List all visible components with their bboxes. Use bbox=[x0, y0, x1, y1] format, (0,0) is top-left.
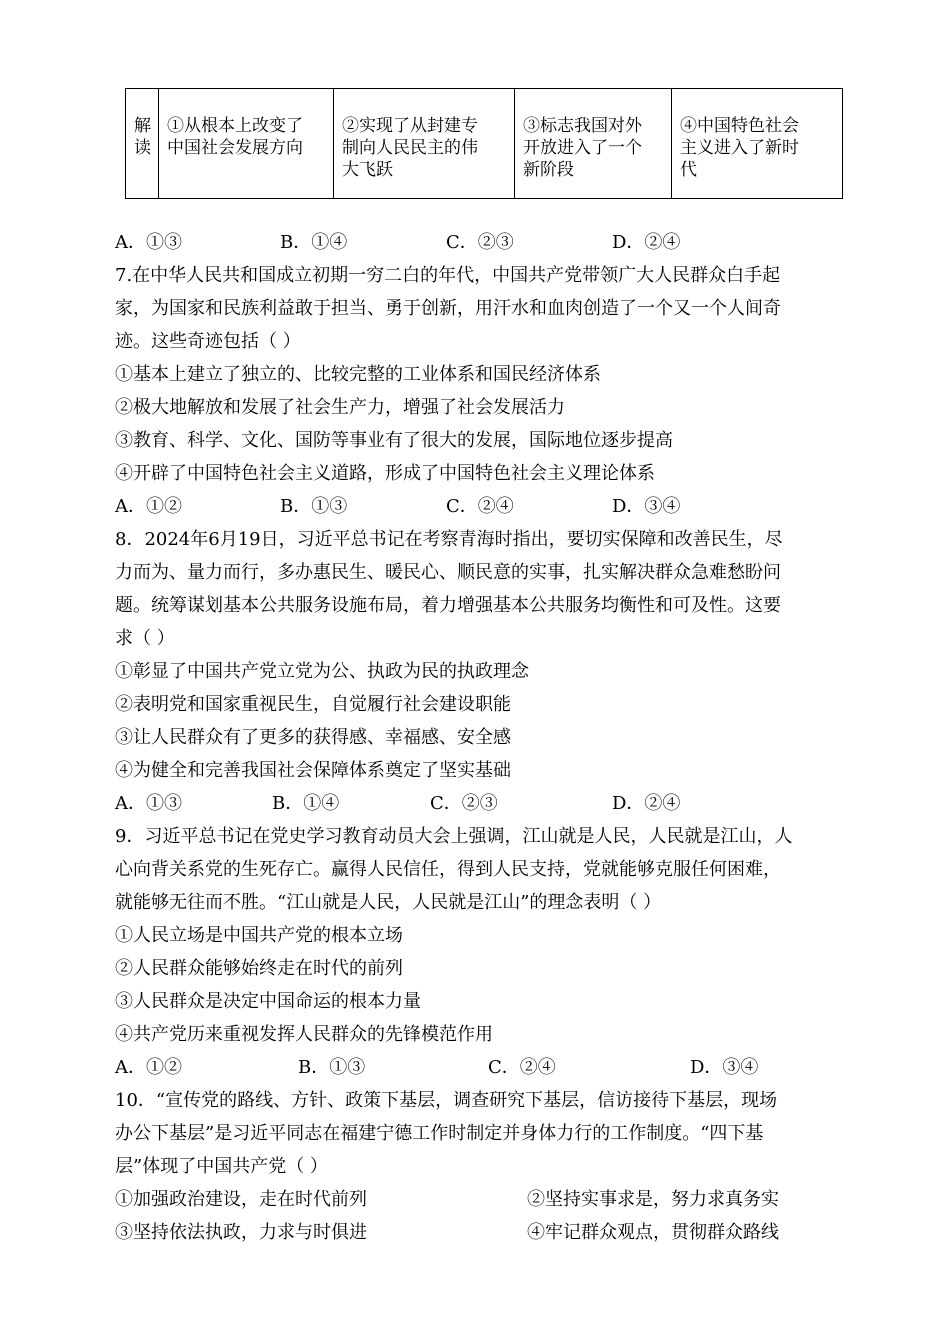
q9-option-c[interactable]: C．②④ bbox=[488, 1057, 556, 1078]
q7-option-d[interactable]: D．③④ bbox=[612, 496, 681, 517]
cell-text: 制向人民民主的伟 bbox=[342, 138, 478, 158]
q9-option-d[interactable]: D．③④ bbox=[690, 1057, 759, 1078]
q8-stem-line: 8．2024年6月19日，习近平总书记在考察青海时指出，要切实保障和改善民生，尽 bbox=[115, 529, 783, 550]
q10-statement: ④牢记群众观点，贯彻群众路线 bbox=[527, 1222, 779, 1243]
q9-stem-line: 心向背关系党的生死存亡。赢得人民信任，得到人民支持，党就能够克服任何困难， bbox=[115, 859, 781, 880]
q9-statement: ①人民立场是中国共产党的根本立场 bbox=[115, 925, 403, 946]
q6-option-a[interactable]: A．①③ bbox=[115, 232, 182, 253]
q10-statement: ③坚持依法执政，力求与时俱进 bbox=[115, 1222, 367, 1243]
table-label-cell bbox=[126, 89, 159, 199]
cell-text: 新阶段 bbox=[523, 160, 574, 180]
q7-statement: ③教育、科学、文化、国防等事业有了很大的发展，国际地位逐步提高 bbox=[115, 430, 673, 451]
q9-option-b[interactable]: B．①③ bbox=[298, 1057, 366, 1078]
q7-option-c[interactable]: C．②④ bbox=[446, 496, 514, 517]
cell-text: 代 bbox=[680, 160, 697, 180]
q10-statement: ②坚持实事求是，努力求真务实 bbox=[527, 1189, 779, 1210]
q8-option-a[interactable]: A．①③ bbox=[115, 793, 182, 814]
q6-option-d[interactable]: D．②④ bbox=[612, 232, 681, 253]
interpretation-table bbox=[125, 88, 843, 199]
q10-statement: ①加强政治建设，走在时代前列 bbox=[115, 1189, 367, 1210]
q8-statement: ③让人民群众有了更多的获得感、幸福感、安全感 bbox=[115, 727, 511, 748]
cell-text: 大飞跃 bbox=[342, 160, 393, 180]
table-cell-2 bbox=[334, 89, 515, 199]
q8-option-d[interactable]: D．②④ bbox=[612, 793, 681, 814]
q7-stem-line: 家，为国家和民族利益敢于担当、勇于创新，用汗水和血肉创造了一个又一个人间奇 bbox=[115, 298, 781, 319]
cell-text: ①从根本上改变了 bbox=[167, 116, 303, 136]
cell-text: 中国社会发展方向 bbox=[167, 138, 303, 158]
q8-statement: ②表明党和国家重视民生，自觉履行社会建设职能 bbox=[115, 694, 511, 715]
table-row bbox=[126, 89, 843, 199]
q9-stem-line: 9．习近平总书记在党史学习教育动员大会上强调，江山就是人民，人民就是江山，人 bbox=[115, 826, 793, 847]
q7-option-a[interactable]: A．①② bbox=[115, 496, 182, 517]
table-cell-1 bbox=[159, 89, 334, 199]
q10-stem-line: 10．“宣传党的路线、方针、政策下基层，调查研究下基层，信访接待下基层，现场 bbox=[115, 1090, 778, 1111]
q8-statement: ①彰显了中国共产党立党为公、执政为民的执政理念 bbox=[115, 661, 529, 682]
q6-option-b[interactable]: B．①④ bbox=[280, 232, 348, 253]
q7-option-b[interactable]: B．①③ bbox=[280, 496, 348, 517]
cell-text: ③标志我国对外 bbox=[523, 116, 642, 136]
q8-stem-line: 求（ ） bbox=[115, 628, 175, 649]
q6-option-c[interactable]: C．②③ bbox=[446, 232, 514, 253]
q9-statement: ②人民群众能够始终走在时代的前列 bbox=[115, 958, 403, 979]
table-cell-3 bbox=[515, 89, 672, 199]
q8-stem-line: 力而为、量力而行，多办惠民生、暖民心、顺民意的实事，扎实解决群众急难愁盼问 bbox=[115, 562, 781, 583]
cell-text: ②实现了从封建专 bbox=[342, 116, 478, 136]
q8-option-c[interactable]: C．②③ bbox=[430, 793, 498, 814]
q10-stem-line: 办公下基层”是习近平同志在福建宁德工作时制定并身体力行的工作制度。“四下基 bbox=[115, 1123, 764, 1144]
q9-stem-line: 就能够无往而不胜。“江山就是人民，人民就是江山”的理念表明（ ） bbox=[115, 892, 662, 913]
q8-option-b[interactable]: B．①④ bbox=[272, 793, 340, 814]
cell-text: 开放进入了一个 bbox=[523, 138, 642, 158]
q8-statement: ④为健全和完善我国社会保障体系奠定了坚实基础 bbox=[115, 760, 511, 781]
q9-statement: ④共产党历来重视发挥人民群众的先锋模范作用 bbox=[115, 1024, 493, 1045]
q7-stem-line: 迹。这些奇迹包括（ ） bbox=[115, 331, 301, 352]
q7-statement: ①基本上建立了独立的、比较完整的工业体系和国民经济体系 bbox=[115, 364, 601, 385]
q9-option-a[interactable]: A．①② bbox=[115, 1057, 182, 1078]
q7-statement: ②极大地解放和发展了社会生产力，增强了社会发展活力 bbox=[115, 397, 565, 418]
q7-stem-line: 7.在中华人民共和国成立初期一穷二白的年代，中国共产党带领广大人民群众白手起 bbox=[115, 265, 781, 286]
q10-stem-line: 层”体现了中国共产党（ ） bbox=[115, 1156, 328, 1177]
q8-stem-line: 题。统筹谋划基本公共服务设施布局，着力增强基本公共服务均衡性和可及性。这要 bbox=[115, 595, 781, 616]
q7-statement: ④开辟了中国特色社会主义道路，形成了中国特色社会主义理论体系 bbox=[115, 463, 655, 484]
q9-statement: ③人民群众是决定中国命运的根本力量 bbox=[115, 991, 421, 1012]
cell-text: ④中国特色社会 bbox=[680, 116, 799, 136]
table-cell-4 bbox=[672, 89, 843, 199]
cell-text: 主义进入了新时 bbox=[680, 138, 799, 158]
table-label: 解读 bbox=[134, 116, 151, 158]
